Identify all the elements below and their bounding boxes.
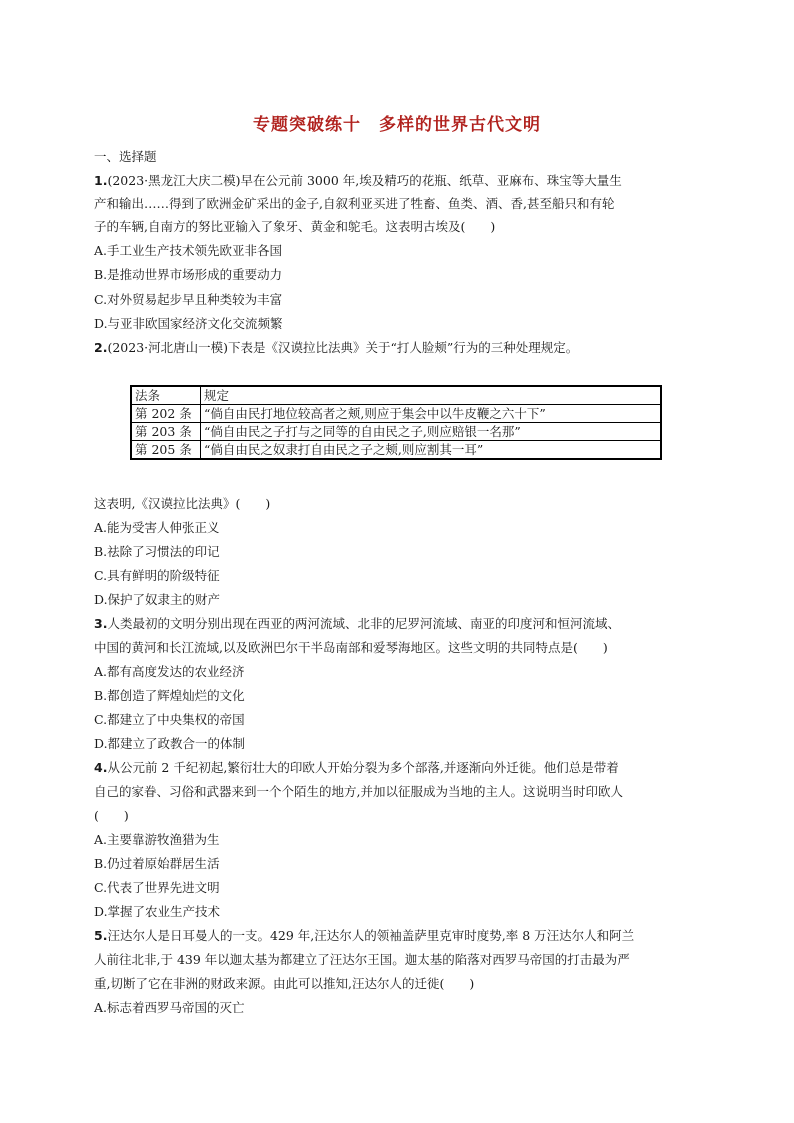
table-cell: 第 203 条 [131,423,201,441]
table-cell: “倘自由民打地位较高者之颊,则应于集会中以牛皮鞭之六十下” [201,405,662,423]
question-4-line-1: 4.从公元前 2 千纪初起,繁衍壮大的印欧人开始分裂为多个部落,并逐渐向外迁徙。他们总是带着 [94,760,619,775]
question-2-option-a: A.能为受害人伸张正义 [94,520,220,535]
question-number: 4. [94,760,108,775]
question-3-option-b: B.都创造了辉煌灿烂的文化 [94,688,245,703]
table-cell: 第 205 条 [131,441,201,460]
question-4-line-3: ( ) [94,808,129,823]
question-number: 3. [94,616,108,631]
question-1-line-3: 子的车辆,自南方的努比亚输入了象牙、黄金和鸵毛。这表明古埃及( ) [94,219,496,234]
question-3-option-d: D.都建立了政教合一的体制 [94,736,246,751]
table-row [131,405,661,423]
section-heading: 一、选择题 [94,149,157,164]
question-1-option-a: A.手工业生产技术领先欧亚非各国 [94,243,283,258]
table-header-cell: 规定 [201,386,662,405]
table-header-row [131,386,661,405]
question-4-option-c: C.代表了世界先进文明 [94,880,220,895]
table-header-cell: 法条 [131,386,201,405]
question-3-line-2: 中国的黄河和长江流域,以及欧洲巴尔干半岛南部和爱琴海地区。这些文明的共同特点是( ) [94,640,608,655]
question-5-line-1: 5.汪达尔人是日耳曼人的一支。429 年,汪达尔人的领袖盖萨里克审时度势,率 8 万汪达尔人和阿兰 [94,928,635,943]
question-1-line-1: 1.(2023·黑龙江大庆二模)早在公元前 3000 年,埃及精巧的花瓶、纸草、亚麻布、珠宝等大量生 [94,173,622,188]
table-cell: “倘自由民之奴隶打自由民之子之颊,则应割其一耳” [201,441,662,460]
question-4-option-b: B.仍过着原始群居生活 [94,856,220,871]
law-table [130,385,662,460]
question-2-stem: 这表明,《汉谟拉比法典》( ) [94,496,271,511]
table-row [131,423,661,441]
question-number: 1. [94,173,108,188]
question-1-option-d: D.与亚非欧国家经济文化交流频繁 [94,316,283,331]
question-1-option-b: B.是推动世界市场形成的重要动力 [94,267,283,282]
question-2-line-1: 2.(2023·河北唐山一模)下表是《汉谟拉比法典》关于“打人脸颊”行为的三种处理规定。 [94,340,579,355]
question-2-option-b: B.祛除了习惯法的印记 [94,544,220,559]
question-1-line-2: 产和输出……得到了欧洲金矿采出的金子,自叙利亚买进了牲畜、鱼类、酒、香,甚至船只和有轮 [94,196,615,211]
question-5-line-3: 重,切断了它在非洲的财政来源。由此可以推知,汪达尔人的迁徙( ) [94,976,475,991]
question-2-option-c: C.具有鲜明的阶级特征 [94,568,220,583]
question-2-option-d: D.保护了奴隶主的财产 [94,592,221,607]
question-number: 2. [94,340,108,355]
question-4-option-a: A.主要靠游牧渔猎为生 [94,832,220,847]
question-3-line-1: 3.人类最初的文明分别出现在西亚的两河流域、北非的尼罗河流域、南亚的印度河和恒河流域、 [94,616,620,631]
question-3-option-c: C.都建立了中央集权的帝国 [94,712,245,727]
question-4-line-2: 自己的家眷、习俗和武器来到一个个陌生的地方,并加以征服成为当地的主人。这说明当时印欧人 [94,784,623,799]
question-1-option-c: C.对外贸易起步早且种类较为丰富 [94,292,283,307]
question-5-option-a: A.标志着西罗马帝国的灭亡 [94,1000,245,1015]
table-cell: 第 202 条 [131,405,201,423]
question-3-option-a: A.都有高度发达的农业经济 [94,664,245,679]
page-title: 专题突破练十 多样的世界古代文明 [253,115,541,135]
table-cell: “倘自由民之子打与之同等的自由民之子,则应赔银一名那” [201,423,662,441]
question-number: 5. [94,928,108,943]
question-4-option-d: D.掌握了农业生产技术 [94,904,221,919]
table-row [131,441,661,460]
question-5-line-2: 人前往北非,于 439 年以迦太基为都建立了汪达尔王国。迦太基的陷落对西罗马帝国的打击最为严 [94,952,630,967]
